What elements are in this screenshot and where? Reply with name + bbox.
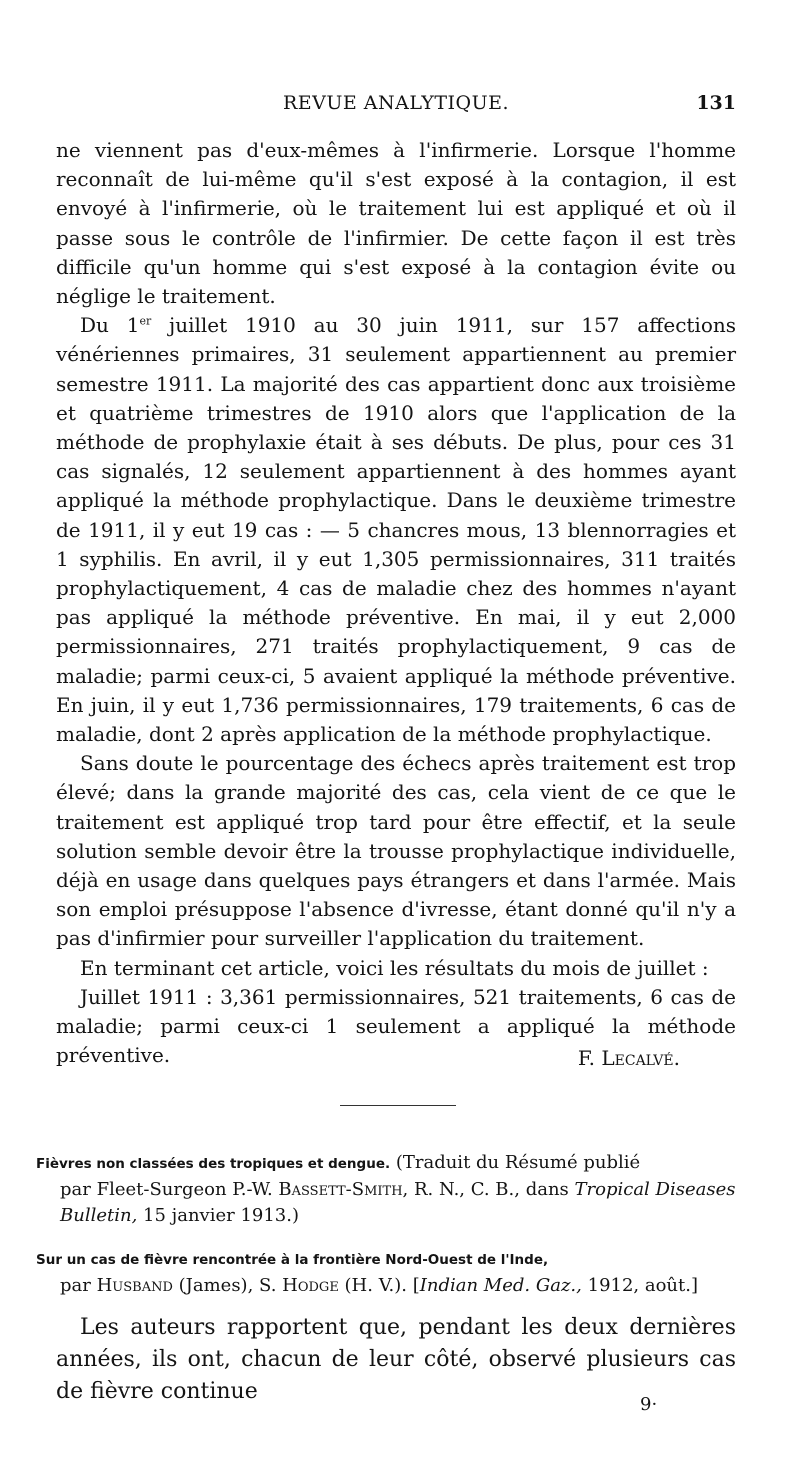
paragraph-statistics-text: juillet 1910 au 30 juin 1911, sur 157 affections vénériennes primaires, 31 seulement appartiennent au premier semestre 1911. La majorité des cas appartient donc aux troisième et quatrième trimestres de 1910 alors que l'application de la méthode de prophylaxie était à ses débuts. De plus, pour ces 31 cas signalés, 12 seulement appartiennent à des hommes ayant appliqué la méthode prophylactique. Dans le deuxième trimestre de 1911, il y eut 19 cas : — 5 chancres mous, 13 blennorragies et 1 syphilis. En avril, il y eut 1,305 permissionnaires, 311 traités prophylactiquement, 4 cas de maladie chez des hommes n'ayant pas appliqué la méthode préventive. En mai, il y eut 2,000 permissionnaires, 271 traités prophylactiquement, 9 cas de maladie; parmi ceux-ci, 5 avaient appliqué la méthode préventive. En juin, il y eut 1,736 permissionnaires, 179 traitements, 6 cas de maladie, dont 2 après application de la méthode prophylactique. <box>56 313 737 747</box>
abstract-entry-india <box>36 1246 736 1299</box>
author-signature: F. Lecalvé. <box>577 1046 680 1070</box>
paragraph-statistics <box>56 311 736 749</box>
abstract-date: 1912, août.] <box>581 1275 699 1296</box>
paragraph-continuation: ne viennent pas d'eux-mêmes à l'infirmerie. Lorsque l'homme reconnaît de lui-même qu'il s'est exposé à la contagion, il est envoyé à l'infirmerie, où le traitement lui est appliqué et où il passe sous le contrôle de l'infirmier. De cette façon il est très difficile qu'un homme qui s'est exposé à la contagion évite ou néglige le traitement. <box>56 138 736 309</box>
abstract-source-text: (Traduit du Résumé publié <box>390 1152 641 1173</box>
ordinal-superscript: er <box>139 314 152 328</box>
abstract-line <box>36 1150 736 1177</box>
paragraph-discussion: Sans doute le pourcentage des échecs après traitement est trop élevé; dans la grande majorité des cas, cela vient de ce que le traitement est appliqué trop tard pour être effectif, et la seule solution semble devoir être la trousse prophylactique individuelle, déjà en usage dans quelques pays étrangers et dans l'armée. Mais son emploi présuppose l'absence d'ivresse, étant donné qu'il n'y a pas d'infirmier pour surveiller l'application du traitement. <box>56 751 736 951</box>
abstract-source-text: , R. N., C. B., dans <box>402 1179 575 1200</box>
abstract-source-text: par <box>60 1275 97 1296</box>
abstract-line <box>36 1177 736 1229</box>
paragraph-july-results: Juillet 1911 : 3,361 permissionnaires, 521 traitements, 6 cas de maladie; parmi ceux-ci 1 seulement a appliqué la méthode préventive. <box>56 984 736 1068</box>
journal-title: Indian Med. Gaz., <box>419 1275 582 1296</box>
abstract-body <box>56 1312 736 1408</box>
author-name: Bassett-Smith <box>278 1179 403 1200</box>
author-name: Hodge <box>282 1275 339 1296</box>
page-header <box>56 92 736 118</box>
section-divider <box>340 1105 456 1106</box>
article-body <box>56 136 736 1071</box>
abstract-entry-fevers <box>36 1150 736 1229</box>
paragraph-lead: Du 1 <box>80 313 140 338</box>
author-name: Husband <box>96 1275 173 1296</box>
abstract-source-text: par Fleet-Surgeon P.-W. <box>60 1179 279 1200</box>
abstract-line <box>36 1273 736 1299</box>
abstract-date: 15 janvier 1913.) <box>137 1205 300 1226</box>
abstract-source-text: (H. V.). [ <box>338 1275 420 1296</box>
abstract-paragraph: Les auteurs rapportent que, pendant les deux dernières années, ils ont, chacun de leur côté, observé plusieurs cas de fièvre continue <box>56 1315 736 1404</box>
paragraph-july-intro: En terminant cet article, voici les résultats du mois de juillet : <box>80 955 709 980</box>
running-title: REVUE ANALYTIQUE. <box>282 92 509 114</box>
journal-title: Tropical Diseases Bulletin, <box>60 1179 736 1226</box>
abstract-heading: Sur un cas de fièvre rencontrée à la frontière Nord-Ouest de l'Inde, <box>36 1252 549 1268</box>
page-number: 131 <box>696 92 736 114</box>
abstract-source-text: (James), S. <box>172 1275 283 1296</box>
signature-mark: 9· <box>640 1394 658 1415</box>
abstract-heading: Fièvres non classées des tropiques et dengue. <box>36 1156 391 1172</box>
abstract-line <box>36 1246 736 1273</box>
